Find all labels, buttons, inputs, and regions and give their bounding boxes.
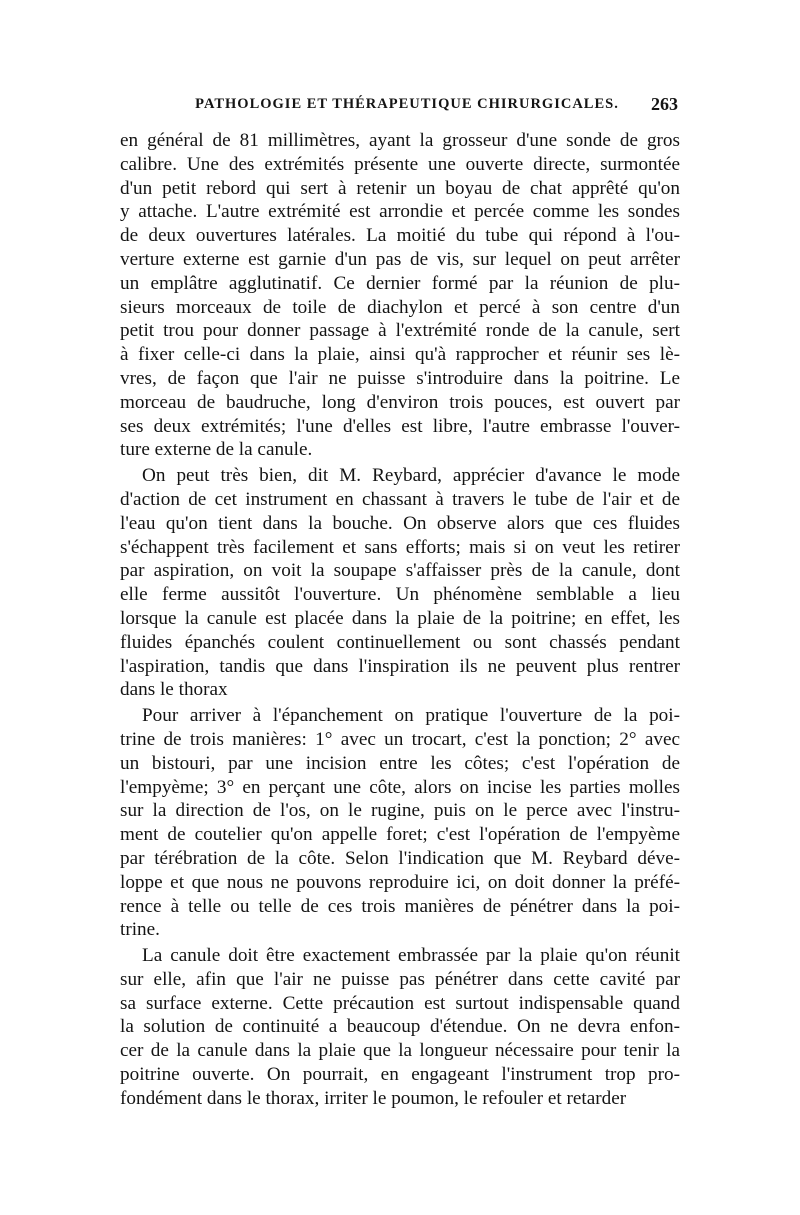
text-line: poitrine ouverte. On pourrait, en engageant l'instrument trop pro- — [120, 1064, 680, 1086]
text-line: petit trou pour donner passage à l'extrémité ronde de la canule, sert — [120, 320, 680, 342]
text-line: On peut très bien, dit M. Reybard, apprécier d'avance le mode — [142, 465, 680, 487]
paragraph — [120, 129, 680, 462]
page-number: 263 — [651, 94, 678, 114]
text-line: d'action de cet instrument en chassant à travers le tube de l'air et de — [120, 488, 680, 510]
body-text — [120, 129, 680, 1111]
paragraph — [120, 944, 680, 1111]
text-line: ses deux extrémités; l'une d'elles est libre, l'autre embrasse l'ouver- — [120, 415, 680, 437]
text-line: de deux ouvertures latérales. La moitié du tube qui répond à l'ou- — [120, 225, 680, 247]
text-line: sur la direction de l'os, on le rugine, puis on le perce avec l'instru- — [120, 800, 680, 822]
text-line: calibre. Une des extrémités présente une ouverte directe, surmontée — [120, 153, 680, 175]
text-line: un bistouri, par une incision entre les côtes; c'est l'opération de — [120, 752, 680, 774]
book-page — [120, 96, 680, 1111]
text-line: par aspiration, on voit la soupape s'affaisser près de la canule, dont — [120, 560, 680, 582]
running-header — [120, 96, 680, 122]
text-line: ment de coutelier qu'on appelle foret; c'est l'opération de l'empyème — [120, 824, 680, 846]
text-line: Pour arriver à l'épanchement on pratique l'ouverture de la poi- — [142, 705, 680, 727]
text-line: l'eau qu'on tient dans la bouche. On observe alors que ces fluides — [120, 512, 680, 534]
running-title: PATHOLOGIE ET THÉRAPEUTIQUE CHIRURGICALES. — [195, 96, 619, 112]
text-line: sur elle, afin que l'air ne puisse pas pénétrer dans cette cavité par — [120, 968, 680, 990]
text-line: la solution de continuité a beaucoup d'étendue. On ne devra enfon- — [120, 1016, 680, 1038]
text-line: morceau de baudruche, long d'environ trois pouces, est ouvert par — [120, 391, 680, 413]
text-line: trine de trois manières: 1° avec un trocart, c'est la ponction; 2° avec — [120, 728, 680, 750]
text-line: ture externe de la canule. — [120, 439, 313, 461]
text-line: La canule doit être exactement embrassée par la plaie qu'on réunit — [142, 945, 680, 967]
text-line: vres, de façon que l'air ne puisse s'introduire dans la poitrine. Le — [120, 367, 680, 389]
text-line: rence à telle ou telle de ces trois manières de pénétrer dans la poi- — [120, 895, 680, 917]
text-line: s'échappent très facilement et sans efforts; mais si on veut les retirer — [120, 536, 680, 558]
text-line: d'un petit rebord qui sert à retenir un boyau de chat apprêté qu'on — [120, 177, 680, 199]
text-line: sa surface externe. Cette précaution est surtout indispensable quand — [120, 992, 680, 1014]
text-line: y attache. L'autre extrémité est arrondie et percée comme les sondes — [120, 201, 680, 223]
text-line: en général de 81 millimètres, ayant la grosseur d'une sonde de gros — [120, 130, 680, 151]
paragraph — [120, 704, 680, 942]
text-line: un emplâtre agglutinatif. Ce dernier formé par la réunion de plu- — [120, 272, 680, 294]
text-line: l'aspiration, tandis que dans l'inspiration ils ne peuvent plus rentrer — [120, 655, 680, 677]
text-line: cer de la canule dans la plaie que la longueur nécessaire pour tenir la — [120, 1040, 680, 1062]
text-line: fondément dans le thorax, irriter le poumon, le refouler et retarder — [120, 1087, 627, 1109]
text-line: verture externe est garnie d'un pas de vis, sur lequel on peut arrêter — [120, 248, 680, 270]
text-line: à fixer celle-ci dans la plaie, ainsi qu'à rapprocher et réunir ses lè- — [120, 344, 680, 366]
text-line: loppe et que nous ne pouvons reproduire ici, on doit donner la préfé- — [120, 871, 680, 893]
text-line: l'empyème; 3° en perçant une côte, alors on incise les parties molles — [120, 776, 680, 798]
text-line: sieurs morceaux de toile de diachylon et percé à son centre d'un — [120, 296, 680, 318]
text-line: par térébration de la côte. Selon l'indication que M. Reybard déve- — [120, 847, 680, 869]
text-line: dans le thorax — [120, 679, 228, 701]
text-line: lorsque la canule est placée dans la plaie de la poitrine; en effet, les — [120, 607, 680, 629]
text-line: fluides épanchés coulent continuellement ou sont chassés pendant — [120, 631, 680, 653]
paragraph — [120, 464, 680, 702]
text-line: trine. — [120, 919, 160, 941]
text-line: elle ferme aussitôt l'ouverture. Un phénomène semblable a lieu — [120, 584, 680, 606]
